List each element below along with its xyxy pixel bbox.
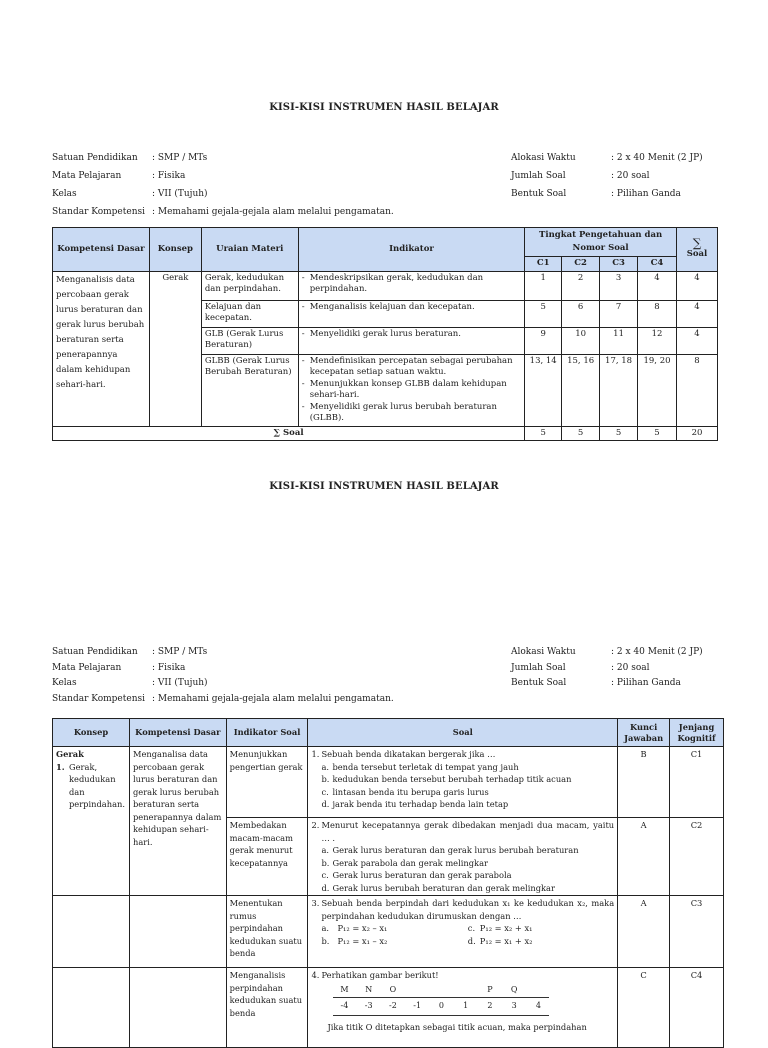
meta-label: Satuan Pendidikan	[52, 153, 138, 163]
option-item: a. P₁₂ = x₂ – x₁	[321, 923, 388, 933]
meta-value: : 2 x 40 Menit (2 JP)	[611, 153, 703, 163]
c4-cell: 8	[638, 300, 677, 327]
kd-cell: Menganalisis data percobaan gerak lurus beraturan dan gerak lurus berubah beraturan serta penerapannya dalam kehidupan sehari-hari.	[53, 271, 150, 426]
c1-cell: 1	[525, 271, 562, 300]
header-kd: Kompetensi Dasar	[129, 719, 226, 747]
header-c2: C2	[562, 257, 600, 272]
konsep-cell	[53, 747, 130, 896]
sum-cell: 4	[676, 271, 717, 300]
table-row	[53, 968, 724, 1048]
section1-meta-right	[511, 149, 703, 203]
c3-cell: 11	[600, 327, 638, 354]
c4-cell: 4	[638, 271, 677, 300]
meta-row	[511, 676, 703, 692]
uraian-cell: GLBB (Gerak Lurus Berubah Beraturan)	[201, 354, 298, 426]
header-konsep: Konsep	[149, 228, 201, 272]
question-continuation: Jika titik O ditetapkan sebagai titik acuan, maka perpindahan	[327, 1021, 587, 1032]
options-list	[311, 761, 614, 811]
question-num: 1.	[311, 749, 320, 759]
number-line-underline	[333, 1015, 549, 1016]
table-row	[53, 747, 724, 818]
c1-cell: 5	[525, 300, 562, 327]
header-uraian: Uraian Materi	[201, 228, 298, 272]
header-soal: Soal	[686, 249, 708, 260]
header-sum	[676, 228, 717, 272]
option-item: b. Gerak parabola dan gerak melingkar	[321, 857, 488, 868]
meta-value: : 2 x 40 Menit (2 JP)	[611, 647, 703, 657]
meta-row	[511, 149, 703, 167]
question-num: 3.	[311, 898, 320, 908]
indikator-text: Menunjukkan konsep GLBB dalam kehidupan sehari-hari.	[309, 378, 507, 400]
indikator-text: Menganalisis kelajuan dan kecepatan.	[309, 301, 475, 312]
soal-cell	[308, 747, 618, 818]
kisi-kisi-table	[52, 227, 718, 441]
table-row	[53, 271, 718, 300]
meta-label: Jumlah Soal	[511, 662, 566, 673]
option-item: b. kedudukan benda tersebut berubah terhadap titik acuan	[321, 774, 572, 784]
meta-label: Jumlah Soal	[511, 171, 566, 181]
soal-cell	[308, 818, 618, 896]
header-soal: Soal	[308, 719, 618, 747]
kd-cell-empty	[129, 896, 226, 968]
indikator-text: Mendeskripsikan gerak, kedudukan dan perpindahan.	[309, 272, 484, 294]
meta-value: : Pilihan Ganda	[611, 189, 681, 199]
meta-value: : 20 soal	[611, 662, 650, 673]
kunci-cell: A	[618, 896, 670, 968]
c1-cell: 9	[525, 327, 562, 354]
soal-table	[52, 718, 724, 1048]
number-line-points: M N O P Q	[340, 984, 518, 994]
section2-title: KISI-KISI INSTRUMEN HASIL BELAJAR	[269, 481, 499, 492]
kd-cell-empty	[129, 968, 226, 1048]
table-row	[53, 896, 724, 968]
section2-meta-right	[511, 645, 703, 692]
option-item: c. Gerak lurus beraturan dan gerak parabola	[321, 870, 512, 880]
meta-label: Mata Pelajaran	[52, 662, 122, 673]
kunci-cell: A	[618, 818, 670, 896]
sum-cell: 8	[676, 354, 717, 426]
question-num: 4.	[311, 970, 320, 980]
meta-row	[52, 149, 394, 167]
indikator-cell: Menunjukkan pengertian gerak	[226, 747, 308, 818]
meta-label: Alokasi Waktu	[511, 647, 576, 657]
meta-row	[52, 676, 394, 692]
header-tingkat: Tingkat Pengetahuan dan Nomor Soal	[525, 228, 677, 257]
table-header-row	[53, 228, 718, 257]
header-c1: C1	[525, 257, 562, 272]
header-indikator: Indikator Soal	[226, 719, 308, 747]
meta-label: Kelas	[52, 678, 77, 688]
indikator-text: Menyelidiki gerak lurus berubah beraturan (GLBB).	[309, 401, 497, 423]
meta-value: : SMP / MTs	[152, 153, 208, 163]
indikator-cell: Menentukan rumus perpindahan kedudukan suatu benda	[226, 896, 308, 968]
konsep-item-text: Gerak, kedudukan dan perpindahan.	[69, 761, 126, 809]
soal-cell	[308, 968, 618, 1048]
option-item: a. benda tersebut terletak di tempat yang jauh	[321, 761, 519, 772]
indikator-cell: Menganalisis perpindahan kedudukan suatu benda	[226, 968, 308, 1048]
c2-cell: 6	[562, 300, 600, 327]
indikator-text: Mendefinisikan percepatan sebagai perubahan kecepatan setiap satuan waktu.	[309, 355, 513, 377]
meta-row	[52, 203, 394, 221]
konsep-item-num: 1.	[56, 761, 65, 772]
header-c4: C4	[638, 257, 677, 272]
meta-label: Mata Pelajaran	[52, 171, 122, 181]
section2-meta-left	[52, 645, 394, 707]
kd-cell: Menganalisa data percobaan gerak lurus beraturan dan gerak lurus berubah beraturan serta penerapannya dalam kehidupan sehari-hari.	[129, 747, 226, 896]
c3-cell: 7	[600, 300, 638, 327]
konsep-cell: Gerak	[149, 271, 201, 426]
konsep-item	[56, 761, 126, 811]
question-num: 2.	[311, 820, 320, 830]
table-header-row	[53, 719, 724, 747]
sum-cell: 4	[676, 327, 717, 354]
meta-label: Bentuk Soal	[511, 189, 567, 199]
meta-value: : Fisika	[152, 171, 186, 181]
question-text: Menurut kecepatannya gerak dibedakan menjadi dua macam, yaitu … .	[321, 820, 615, 843]
meta-value: : Pilihan Ganda	[611, 678, 681, 688]
c1-cell: 13, 14	[525, 354, 562, 426]
number-line-axis	[333, 997, 549, 998]
meta-row	[511, 645, 703, 661]
meta-row	[52, 645, 394, 661]
total-sum: 20	[676, 426, 717, 441]
meta-label: Bentuk Soal	[511, 678, 567, 688]
jenjang-cell: C4	[670, 968, 724, 1048]
indikator-cell: - Menganalisis kelajuan dan kecepatan.	[298, 300, 525, 327]
c4-cell: 19, 20	[638, 354, 677, 426]
indikator-cell: - Mendeskripsikan gerak, kedudukan dan perpindahan.	[298, 271, 525, 300]
sum-cell: 4	[676, 300, 717, 327]
options-grid	[311, 922, 614, 947]
c2-cell: 2	[562, 271, 600, 300]
meta-value: : 20 soal	[611, 171, 650, 181]
meta-row	[52, 167, 394, 185]
uraian-cell: GLB (Gerak Lurus Beraturan)	[201, 327, 298, 354]
meta-label: Standar Kompetensi	[52, 693, 145, 704]
indikator-cell: Membedakan macam-macam gerak menurut kecepatannya	[226, 818, 308, 896]
question-text: Sebuah benda berpindah dari kedudukan x₁ ke kedudukan x₂, maka perpindahan kedudukan dirumuskan dengan …	[321, 898, 615, 921]
meta-row	[511, 185, 703, 203]
meta-label: Satuan Pendidikan	[52, 647, 138, 657]
total-label: ∑ Soal	[53, 426, 525, 441]
meta-label: Alokasi Waktu	[511, 153, 576, 163]
total-row	[53, 426, 718, 441]
option-item: a. Gerak lurus beraturan dan gerak lurus berubah beraturan	[321, 845, 579, 855]
header-konsep: Konsep	[53, 719, 130, 747]
meta-value: : VII (Tujuh)	[152, 678, 208, 688]
header-c3: C3	[600, 257, 638, 272]
meta-value: : Memahami gejala-gejala alam melalui pengamatan.	[152, 693, 394, 704]
question-text: Sebuah benda dikatakan bergerak jika …	[321, 749, 496, 759]
jenjang-cell: C1	[670, 747, 724, 818]
meta-value: : Memahami gejala-gejala alam melalui pengamatan.	[152, 207, 394, 217]
meta-row	[511, 661, 703, 677]
meta-value: : SMP / MTs	[152, 647, 208, 657]
question-text: Perhatikan gambar berikut!	[321, 970, 439, 980]
option-item: d. Gerak lurus berubah beraturan dan gerak melingkar	[321, 882, 555, 893]
soal-cell	[308, 896, 618, 968]
c3-cell: 3	[600, 271, 638, 300]
option-item: b. P₁₂ = x₁ – x₂	[321, 935, 388, 946]
total-c2: 5	[562, 426, 600, 441]
jenjang-cell: C3	[670, 896, 724, 968]
meta-row	[52, 185, 394, 203]
header-kd: Kompetensi Dasar	[53, 228, 150, 272]
option-item: c. P₁₂ = x₂ + x₁	[467, 923, 533, 933]
meta-label: Standar Kompetensi	[52, 207, 145, 217]
jenjang-cell: C2	[670, 818, 724, 896]
c2-cell: 10	[562, 327, 600, 354]
c4-cell: 12	[638, 327, 677, 354]
total-c1: 5	[525, 426, 562, 441]
indikator-cell: - Menyelidiki gerak lurus beraturan.	[298, 327, 525, 354]
option-item: c. lintasan benda itu berupa garis lurus	[321, 786, 489, 797]
konsep-cell-empty	[53, 896, 130, 968]
kunci-cell: C	[618, 968, 670, 1048]
section1-title: KISI-KISI INSTRUMEN HASIL BELAJAR	[269, 102, 499, 113]
option-item: d. jarak benda itu terhadap benda lain tetap	[321, 799, 509, 809]
number-line-figure	[321, 984, 561, 1016]
c3-cell: 17, 18	[600, 354, 638, 426]
number-line-ticks: -4 -3 -2 -1 0 1 2 3 4	[340, 1001, 541, 1010]
uraian-cell: Gerak, kedudukan dan perpindahan.	[201, 271, 298, 300]
total-c3: 5	[600, 426, 638, 441]
section1-meta-left	[52, 149, 394, 221]
c2-cell: 15, 16	[562, 354, 600, 426]
header-indikator: Indikator	[298, 228, 525, 272]
meta-value: : VII (Tujuh)	[152, 189, 208, 199]
total-c4: 5	[638, 426, 677, 441]
option-item: d. P₁₂ = x₁ + x₂	[467, 935, 533, 946]
kunci-cell: B	[618, 747, 670, 818]
uraian-cell: Kelajuan dan kecepatan.	[201, 300, 298, 327]
indikator-text: Menyelidiki gerak lurus beraturan.	[309, 328, 461, 339]
meta-row	[52, 661, 394, 677]
konsep-cell-empty	[53, 968, 130, 1048]
indikator-cell: - Mendefinisikan percepatan sebagai perubahan kecepatan setiap satuan waktu. - Menunjukkan konsep GLBB dalam kehidupan sehari-hari. - Menyelidiki gerak lurus berubah beraturan (GLBB).	[298, 354, 525, 426]
meta-value: : Fisika	[152, 662, 186, 673]
sigma-symbol: ∑	[692, 235, 702, 250]
meta-label: Kelas	[52, 189, 77, 199]
header-kunci: Kunci Jawaban	[618, 719, 670, 747]
meta-row	[511, 167, 703, 185]
options-list	[311, 844, 614, 894]
konsep-title: Gerak	[56, 749, 84, 759]
meta-row	[52, 692, 394, 708]
header-jenjang: Jenjang Kognitif	[670, 719, 724, 747]
